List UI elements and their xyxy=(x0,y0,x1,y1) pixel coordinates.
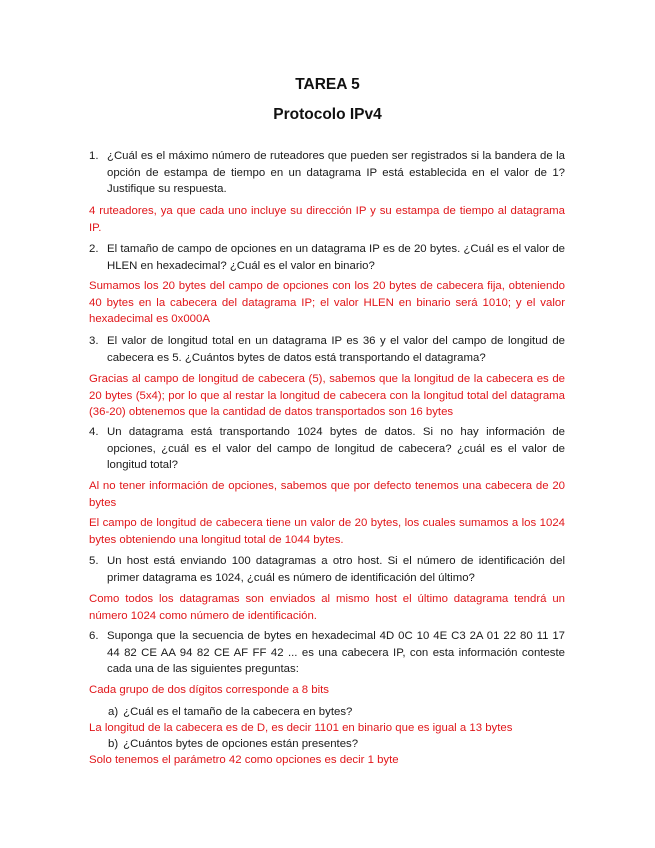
document-subtitle: Protocolo IPv4 xyxy=(273,106,382,123)
subquestion-text: ¿Cuántos bytes de opciones están presentes? xyxy=(123,738,359,750)
question-number: 5. xyxy=(89,555,99,567)
subquestion-b xyxy=(108,736,568,752)
answer-1: 4 ruteadores, ya que cada uno incluye su dirección IP y su estampa de tiempo al datagrama IP. xyxy=(89,205,565,234)
question-text: ¿Cuál es el máximo número de ruteadores que pueden ser registrados si la bandera de la opción de estampa de tiempo en un datagrama IP está establecida en el valor de 1? Justifique su respuesta. xyxy=(107,150,565,195)
subquestion-label: b) xyxy=(108,738,119,750)
question-number: 4. xyxy=(89,426,99,438)
question-number: 3. xyxy=(89,335,99,347)
question-text: Un host está enviando 100 datagramas a otro host. Si el número de identificación del primer datagrama es 1024, ¿cuál es número de identificación del último? xyxy=(107,555,565,584)
question-4 xyxy=(89,424,565,474)
question-2 xyxy=(89,241,565,274)
question-3 xyxy=(89,333,565,366)
subquestion-a xyxy=(108,704,568,720)
document-title: TAREA 5 xyxy=(295,76,360,93)
subquestion-label: a) xyxy=(108,706,119,718)
question-5 xyxy=(89,553,565,586)
question-number: 1. xyxy=(89,150,99,162)
answer-6: Cada grupo de dos dígitos corresponde a 8 bits xyxy=(89,684,329,696)
question-number: 2. xyxy=(89,243,99,255)
answer-3: Gracias al campo de longitud de cabecera (5), sabemos que la longitud de la cabecera es de 20 bytes (5x4); por lo que al restar la longitud de cabecera con la longitud total del datagrama (36-20) obtenemos que la cantidad de datos transportados son 16 bytes xyxy=(89,373,565,418)
question-1 xyxy=(89,148,565,198)
answer-6a: La longitud de la cabecera es de D, es decir 1101 en binario que es igual a 13 bytes xyxy=(89,722,513,734)
question-text: El tamaño de campo de opciones en un datagrama IP es de 20 bytes. ¿Cuál es el valor de HLEN en hexadecimal? ¿Cuál es el valor en binario? xyxy=(107,243,565,272)
question-text: El valor de longitud total en un datagrama IP es 36 y el valor del campo de longitud de cabecera es 5. ¿Cuántos bytes de datos está transportando el datagrama? xyxy=(107,335,565,364)
question-6 xyxy=(89,628,565,678)
subquestion-text: ¿Cuál es el tamaño de la cabecera en bytes? xyxy=(123,706,353,718)
answer-5: Como todos los datagramas son enviados al mismo host el último datagrama tendrá un número 1024 como número de identificación. xyxy=(89,593,565,622)
answer-6b: Solo tenemos el parámetro 42 como opciones es decir 1 byte xyxy=(89,754,399,766)
question-text: Un datagrama está transportando 1024 bytes de datos. Si no hay información de opciones, ¿cuál es el valor del campo de longitud de cabecera? ¿cuál es el valor de longitud total? xyxy=(107,426,565,471)
question-number: 6. xyxy=(89,630,99,642)
answer-4a: Al no tener información de opciones, sabemos que por defecto tenemos una cabecera de 20 bytes xyxy=(89,480,565,509)
answer-2: Sumamos los 20 bytes del campo de opciones con los 20 bytes de cabecera fija, obteniendo 40 bytes en la cabecera del datagrama IP; el valor HLEN en binario será 1010; y el valor hexadecimal es 0x000A xyxy=(89,280,565,325)
answer-4b: El campo de longitud de cabecera tiene un valor de 20 bytes, los cuales sumamos a los 1024 bytes obteniendo una longitud total de 1044 bytes. xyxy=(89,517,565,546)
question-text: Suponga que la secuencia de bytes en hexadecimal 4D 0C 10 4E C3 2A 01 22 80 11 17 44 82 CE AA 94 82 CE AF FF 42 ... es una cabecera IP, con esta información conteste cada una de las siguientes preguntas: xyxy=(107,630,565,675)
